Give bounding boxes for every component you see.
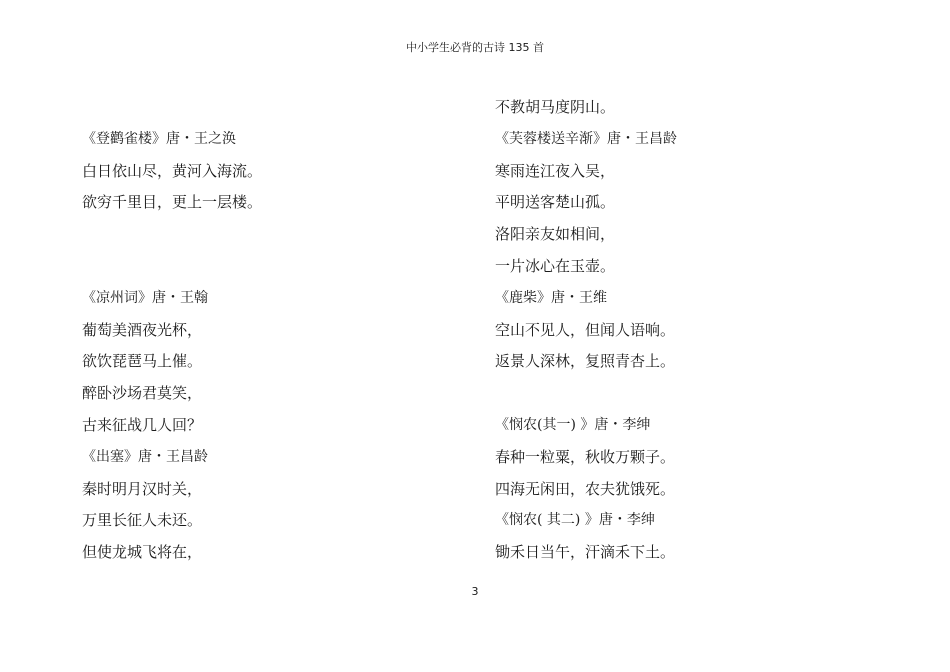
poem-line: 白日依山尽，黄河入海流。 <box>82 161 263 180</box>
poem-line: 古来征战几人回？ <box>82 415 203 434</box>
poem-line: 平明送客楚山孤。 <box>495 193 616 212</box>
poem-line: 不教胡马度阴山。 <box>495 98 616 116</box>
poem-line: 春种一粒粟，秋收万颗子。 <box>495 447 676 466</box>
poem-line: 秦时明月汉时关， <box>82 479 203 498</box>
text-line <box>82 92 462 124</box>
poem-line: 醉卧沙场君莫笑， <box>82 384 203 403</box>
poem-title: 《鹿柴》唐・王维 <box>495 289 607 306</box>
poem-line: 欲穷千里目，更上一层楼。 <box>82 193 263 212</box>
blank-line <box>82 251 462 283</box>
poem-line: 一片冰心在玉壶。 <box>495 256 616 275</box>
poem-line: 葡萄美酒夜光杯， <box>82 320 203 339</box>
poem-line: 空山不见人，但闻人语响。 <box>495 320 676 339</box>
poem-title: 《凉州词》唐・王翰 <box>82 289 208 306</box>
poem-line: 欲饮琵琶马上催。 <box>82 352 203 371</box>
poem-line: 洛阳亲友如相间， <box>495 225 616 244</box>
page-number: 3 <box>471 585 479 598</box>
poem-title: 《登鹳雀楼》唐・王之涣 <box>82 130 236 147</box>
blank-line <box>495 378 875 410</box>
page-header: 中小学生必背的古诗 135 首 <box>406 41 544 54</box>
poem-line: 万里长征人未还。 <box>82 511 203 530</box>
poem-title: 《悯农( 其二) 》唐・李绅 <box>495 512 655 529</box>
poem-line: 但使龙城飞将在， <box>82 543 203 562</box>
poem-title: 《出塞》唐・王昌龄 <box>82 448 208 465</box>
poem-line: 寒雨连江夜入吴， <box>495 161 616 180</box>
poem-line: 返景人深林，复照青杏上。 <box>495 352 676 371</box>
poem-line: 四海无闲田，农夫犹饿死。 <box>495 479 676 498</box>
left-column <box>82 92 462 569</box>
blank-line <box>82 219 462 251</box>
poem-title: 《芙蓉楼送辛渐》唐・王昌龄 <box>495 130 677 147</box>
poem-line: 锄禾日当午，汗滴禾下土。 <box>495 543 676 562</box>
right-column <box>495 92 875 569</box>
poem-title: 《悯农(其一) 》唐・李绅 <box>495 416 651 433</box>
